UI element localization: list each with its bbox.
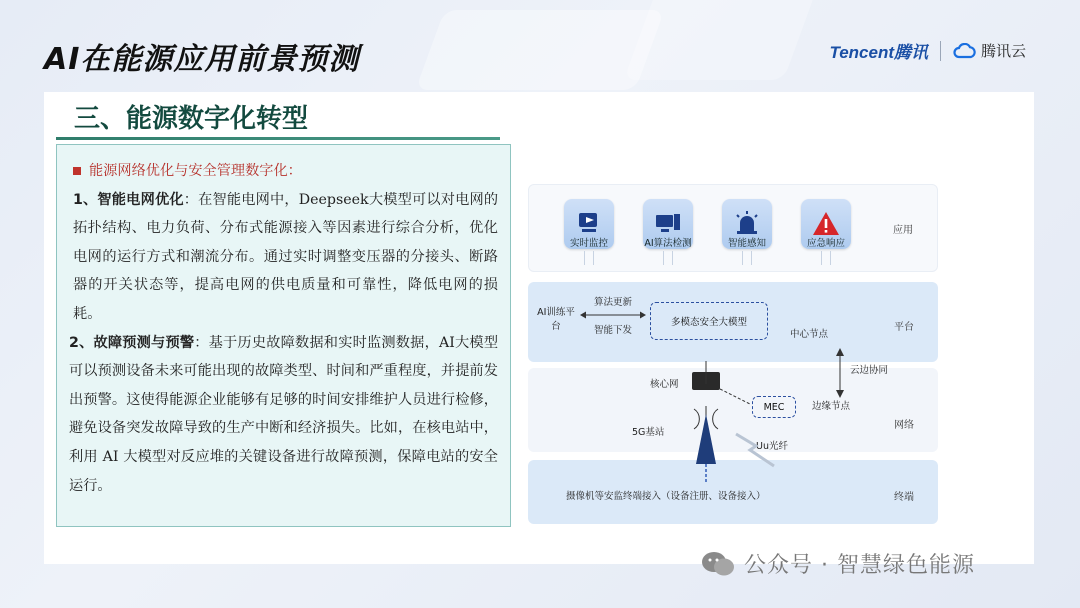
app-label: 实时监控 bbox=[569, 238, 608, 249]
base-station-label: 5G基站 bbox=[632, 427, 665, 438]
logo-group bbox=[829, 38, 1026, 63]
smart-deploy-label: 智能下发 bbox=[594, 325, 633, 336]
content-panel bbox=[44, 92, 1034, 564]
app-label: 应急响应 bbox=[806, 238, 845, 249]
mec-box: MEC bbox=[752, 396, 796, 418]
item-title: 2、故障预测与预警 bbox=[69, 334, 195, 351]
watermark: 公众号 · 智慧绿色能源 bbox=[700, 548, 975, 579]
layer-label-terminal: 终端 bbox=[894, 492, 914, 503]
bullet-square-icon bbox=[73, 167, 81, 175]
cloud-icon bbox=[953, 43, 977, 59]
core-network-label: 核心网 bbox=[650, 379, 679, 390]
tencent-logo: Tencent腾讯 bbox=[829, 43, 928, 62]
bullet-heading: 能源网络优化与安全管理数字化： bbox=[69, 157, 498, 186]
background-shape bbox=[415, 10, 664, 90]
layer-label-network: 网络 bbox=[894, 420, 914, 431]
multimodal-model-box: 多模态安全大模型 bbox=[650, 302, 768, 340]
tencent-cloud-logo: 腾讯云 bbox=[953, 40, 1026, 61]
text-box bbox=[56, 144, 511, 527]
center-node-label: 中心节点 bbox=[790, 329, 829, 340]
architecture-diagram bbox=[528, 184, 938, 529]
diagram-connectors bbox=[528, 184, 938, 529]
slide-title: AI在能源应用前景预测 bbox=[44, 42, 360, 77]
background-shape bbox=[624, 0, 817, 80]
app-label: AI算法检测 bbox=[644, 238, 692, 249]
terminal-access-text: 摄像机等安监终端接入（设备注册、设备接入） bbox=[566, 491, 766, 502]
layer-label-platform: 平台 bbox=[894, 322, 914, 333]
edge-node-label: 边缘节点 bbox=[812, 401, 851, 412]
layer-label-application: 应用 bbox=[893, 225, 913, 236]
ai-training-platform: AI训练平台 bbox=[537, 307, 575, 332]
logo-divider bbox=[940, 41, 941, 61]
item-body: ：基于历史故障数据和实时监测数据，AI大模型可以预测设备未来可能出现的故障类型、时间和严重程度，并提前发出预警。这使得能源企业能够有足够的时间安排维护人员进行检修，避免设备突发故障导致的生产中断和经济损失。比如，在核电站中，利用 AI 大模型对反应堆的关键设备进行故障预测，保障电站的安全运行。 bbox=[69, 334, 499, 494]
paragraph-grid-optimization bbox=[69, 186, 498, 329]
paragraph-fault-prediction bbox=[69, 329, 498, 501]
section-title: 三、能源数字化转型 bbox=[74, 104, 309, 134]
item-title: 1、智能电网优化 bbox=[73, 191, 184, 208]
cloud-edge-label: 云边协同 bbox=[850, 365, 889, 376]
wechat-icon bbox=[700, 550, 736, 578]
item-body: ：在智能电网中，Deepseek大模型可以对电网的拓扑结构、电力负荷、分布式能源接入等因素进行综合分析，优化电网的运行方式和潮流分布。通过实时调整变压器的分接头、断路器的开关状态等，提高电网的供电质量和可靠性，降低电网的损耗。 bbox=[73, 191, 499, 322]
uu-fiber-label: Uu光纤 bbox=[756, 441, 788, 452]
app-label: 智能感知 bbox=[727, 238, 766, 249]
algorithm-update-label: 算法更新 bbox=[594, 297, 633, 308]
section-underline bbox=[56, 137, 500, 140]
